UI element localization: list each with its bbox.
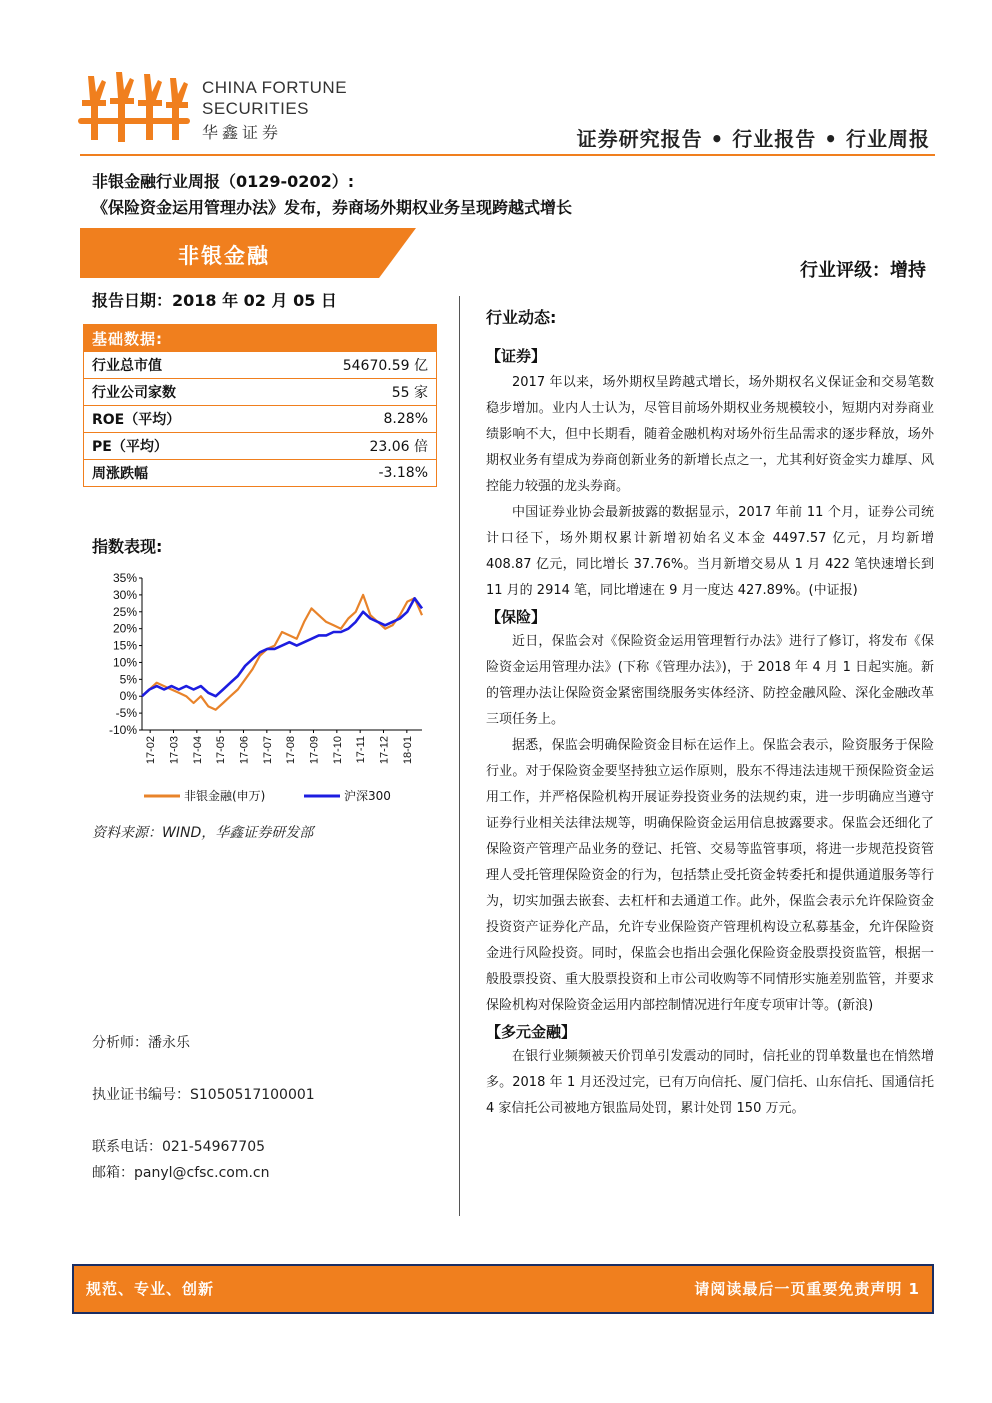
basic-data-value: 55 家 (263, 379, 437, 406)
footer-slogan: 规范、专业、创新 (86, 1280, 215, 1298)
basic-data-label: ROE（平均） (84, 406, 263, 433)
brand-name-en-line1: CHINA FORTUNE (202, 78, 348, 97)
series-line-csi300 (142, 598, 422, 696)
analyst-license: 执业证书编号：S1050517100001 (92, 1087, 315, 1103)
analyst-email[interactable]: 邮箱：panyl@cfsc.com.cn (92, 1165, 270, 1181)
basic-data-value: 54670.59 亿 (263, 352, 437, 379)
y-tick-label: 20% (112, 621, 137, 636)
table-row (84, 379, 437, 406)
industry-rating: 行业评级：增持 (800, 260, 926, 281)
x-tick-label: 17-08 (285, 736, 298, 765)
y-tick-label: 5% (119, 672, 137, 687)
y-tick-label: 0% (119, 689, 137, 704)
x-tick-label: 17-06 (238, 736, 251, 765)
report-title-line1: 非银金融行业周报（0129-0202）: (92, 172, 355, 191)
news-tag-diversified-finance: 【多元金融】 (486, 1023, 577, 1041)
footer-disclaimer[interactable]: 请阅读最后一页重要免责声明 1 (694, 1280, 920, 1298)
news-paragraph: 近日，保监会对《保险资金运用管理暂行办法》进行了修订，将发布《保险资金运用管理办法》(下称《管理办法》)，于 2018 年 4 月 1 日起实施。新的管理办法让保险资金紧密围绕服务实体经济、防控金融风险、深化金融改革三项任务上。 (486, 634, 934, 727)
basic-data-label: PE（平均） (84, 433, 263, 460)
basic-data-value: -3.18% (263, 460, 437, 487)
y-tick-label: 10% (112, 655, 137, 670)
basic-data-table (83, 324, 437, 487)
y-tick-label: -10% (108, 723, 137, 737)
news-paragraph: 2017 年以来，场外期权呈跨越式增长，场外期权名义保证金和交易笔数稳步增加。业内人士认为，尽管目前场外期权业务规模较小，短期内对券商业绩影响不大，但中长期看，随着金融机构对场外衍生品需求的逐步释放，场外期权业务有望成为券商创新业务的新增长点之一，尤其利好资金实力雄厚、风控能力较强的龙头券商。 (486, 375, 934, 494)
basic-data-label: 行业总市值 (84, 352, 263, 379)
index-performance-chart (92, 566, 432, 816)
news-tag-securities: 【证券】 (486, 347, 547, 365)
x-tick-label: 17-09 (308, 736, 321, 765)
x-tick-label: 17-03 (168, 736, 181, 765)
brand-name-en-line2: SECURITIES (202, 99, 310, 118)
y-tick-label: -5% (115, 706, 137, 721)
legend-label: 非银金融(申万) (184, 789, 266, 803)
x-tick-label: 17-11 (355, 736, 368, 764)
column-divider (459, 296, 460, 1216)
x-tick-label: 18-01 (401, 736, 414, 765)
sector-name: 非银金融 (178, 244, 270, 268)
basic-data-header: 基础数据: (84, 325, 437, 352)
news-paragraph: 据悉，保监会明确保险资金目标在运作上。保监会表示，险资服务于保险行业。对于保险资金要坚持独立运作原则，股东不得违法违规干预保险资金运用工作，并严格保险机构开展证券投资业务的法规约束，进一步明确应当遵守证券行业相关法律法规等，明确保险资金运用信息披露要求。保监会还细化了保险资产管理产品业务的登记、托管、交易等监管事项，将进一步规范投资管理人受托管理保险资金的行为，包括禁止受托资金转委托和提供通道服务等行为，切实加强去嵌套、去杠杆和去通道工作。此外，保监会表示允许保险资金投资资产证券化产品，允许专业保险资产管理机构设立私募基金，允许保险资金进行风险投资。同时，保监会也指出会强化保险资金股票投资监管，根据一般股票投资、重大股票投资和上市公司收购等不同情形实施差别监管，并要求保险机构对保险资金运用内部控制情况进行年度专项审计等。(新浪) (486, 738, 934, 1013)
x-tick-label: 17-07 (261, 736, 274, 765)
y-tick-label: 15% (112, 638, 137, 653)
news-body (486, 345, 934, 1122)
x-tick-label: 17-05 (215, 736, 228, 765)
news-tag-insurance: 【保险】 (486, 608, 547, 626)
fortune-logo-icon (78, 70, 190, 144)
report-title-line2: 《保险资金运用管理办法》发布，券商场外期权业务呈现跨越式增长 (92, 198, 573, 217)
basic-data-value: 8.28% (263, 406, 437, 433)
x-tick-label: 17-12 (378, 736, 391, 765)
y-tick-label: 25% (112, 604, 137, 619)
basic-data-label: 行业公司家数 (84, 379, 263, 406)
basic-data-value: 23.06 倍 (263, 433, 437, 460)
news-title: 行业动态: (486, 308, 557, 327)
analyst-name: 分析师：潘永乐 (92, 1035, 190, 1051)
report-category: 证券研究报告 • 行业报告 • 行业周报 (576, 127, 930, 151)
table-row (84, 352, 437, 379)
legend-label: 沪深300 (344, 789, 391, 803)
series-line-nonbank (142, 595, 422, 710)
x-tick-label: 17-02 (145, 736, 158, 765)
report-date: 报告日期：2018 年 02 月 05 日 (92, 291, 337, 310)
chart-source: 资料来源：WIND，华鑫证券研发部 (92, 825, 314, 841)
y-tick-label: 35% (112, 571, 137, 585)
table-row (84, 433, 437, 460)
news-paragraph: 在银行业频频被天价罚单引发震动的同时，信托业的罚单数量也在悄然增多。2018 年 1 月还没过完，已有万向信托、厦门信托、山东信托、国通信托 4 家信托公司被地方银监局处罚，累计处罚 150 万元。 (486, 1049, 934, 1116)
x-tick-label: 17-10 (331, 736, 344, 765)
index-section-title: 指数表现: (92, 537, 163, 556)
analyst-phone: 联系电话：021-54967705 (92, 1139, 266, 1155)
news-paragraph: 中国证券业协会最新披露的数据显示，2017 年前 11 个月，证券公司统计口径下，场外期权累计新增初始名义本金 4497.57 亿元，月均新增 408.87 亿元，同比增长 37.76%。当月新增交易从 1 月 422 笔快速增长到 11 月的 2914 笔，同比增速在 9 月一度达 427.89%。(中证报) (486, 505, 934, 598)
basic-data-label: 周涨跌幅 (84, 460, 263, 487)
x-tick-label: 17-04 (191, 736, 204, 765)
y-tick-label: 30% (112, 587, 137, 602)
brand-name-cn: 华鑫证券 (202, 123, 283, 142)
header-divider (80, 154, 935, 156)
table-row (84, 406, 437, 433)
table-row (84, 460, 437, 487)
